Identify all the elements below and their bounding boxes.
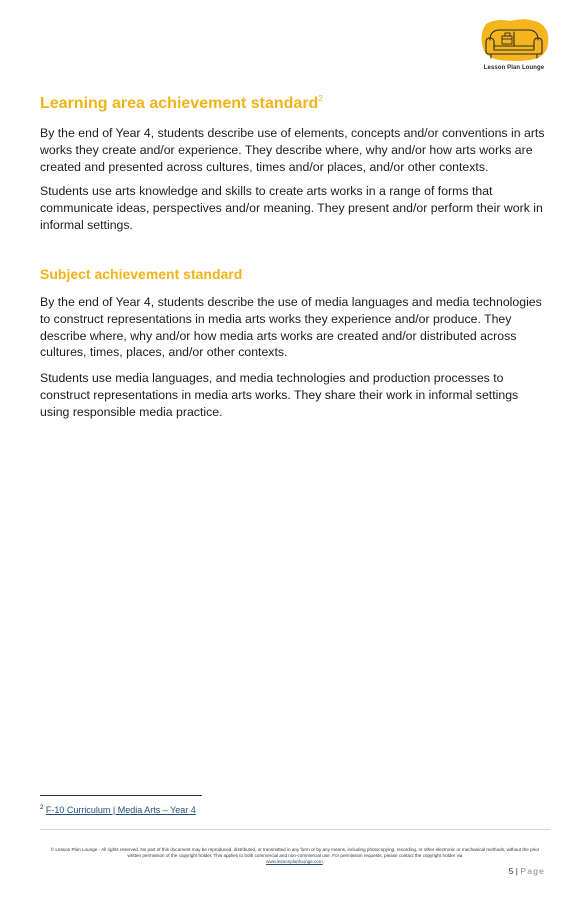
subject-standard-paragraph-2: Students use media languages, and media technologies and production processes to construct representations in media arts works. They share their work in informal settings using responsible media practice. — [40, 371, 519, 419]
footnote-ref[interactable]: 2 — [318, 94, 323, 103]
subject-standard-heading: Subject achievement standard — [40, 266, 243, 282]
subject-standard-paragraph-1: By the end of Year 4, students describe the use of media languages and media technologies to construct representations in media arts works they experience and/or produce. They describe where, why and/or how media arts works are created and/or distributed across cultures, times, places, and/or other contexts. — [40, 295, 542, 360]
page-number — [509, 866, 545, 876]
sofa-logo-icon — [476, 18, 552, 64]
logo-text: Lesson Plan Lounge — [483, 65, 545, 71]
copyright-text: © Lesson Plan Lounge - All rights reserved. No part of this document may be reproduced, distributed, or transmitted in any form or by any means, including photocopying, recording, or other electronic or mechanical methods, without the prior written permission of the copyright holder. This applies to both commercial and non-commercial use. For permission requests, please contact the copyright holder via — [50, 847, 540, 858]
learning-area-heading — [40, 95, 550, 113]
footnote-link[interactable]: F-10 Curriculum | Media Arts – Year 4 — [45, 805, 196, 815]
footnote-divider — [40, 795, 202, 796]
page-number-value: 5 — [508, 866, 514, 876]
footnote-number: 2 — [40, 805, 44, 811]
learning-area-paragraph-1: By the end of Year 4, students describe use of elements, concepts and/or conventions in arts works they create and/or experience. They describe where, why and/or how arts works are created and presented across cultures, times and/or places, and/or other contexts. — [40, 126, 545, 174]
page-separator: | — [515, 866, 518, 876]
brand-logo — [476, 18, 552, 76]
footnote — [40, 805, 196, 815]
copyright-notice: © Lesson Plan Lounge - All rights reserved. No part of this document may be reproduced, distributed, or transmitted in any form or by any means, including photocopying, recording, or other electronic or mechanical methods, without the prior written permission of the copyright holder. This applies to both commercial and non-commercial use. For permission requests, please contact the copyright holder via www.lessonplanlounge.com. — [50, 847, 540, 864]
website-link[interactable]: www.lessonplanlounge.com — [266, 859, 323, 864]
learning-area-heading-text: Learning area achievement standard — [40, 95, 319, 112]
footer-divider — [40, 829, 551, 830]
learning-area-paragraph-2: Students use arts knowledge and skills to create arts works in a range of forms that communicate ideas, perspectives and/or meaning. They present and/or perform their work in informal settings. — [40, 184, 543, 232]
page-word: Page — [520, 866, 545, 876]
